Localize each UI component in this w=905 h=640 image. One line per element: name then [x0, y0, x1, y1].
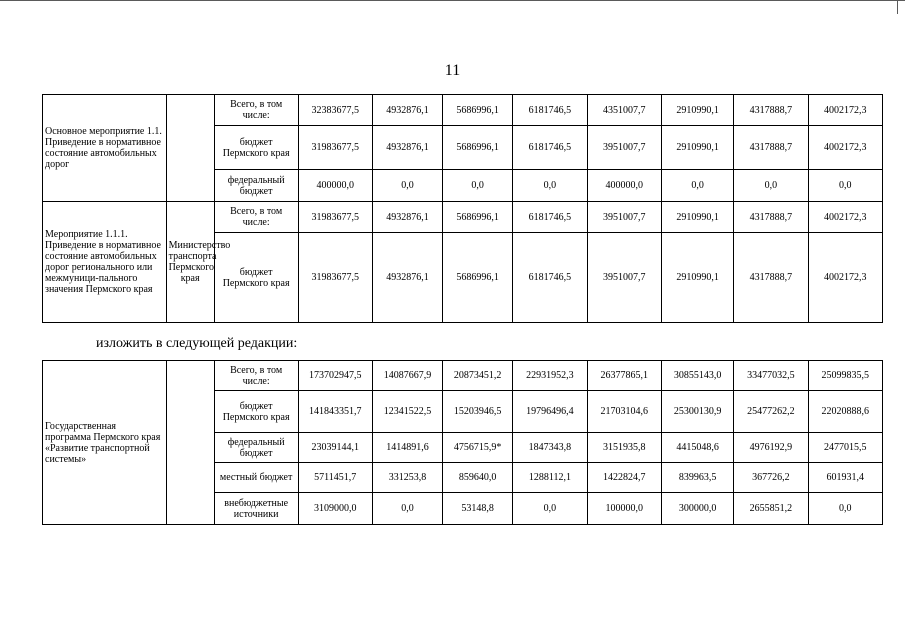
funding-amount: 3951007,7 — [587, 202, 661, 233]
funding-amount: 4002172,3 — [808, 95, 882, 126]
funding-amount: 25477262,2 — [734, 391, 808, 433]
funding-amount: 2910990,1 — [661, 202, 733, 233]
funding-amount: 4317888,7 — [734, 202, 808, 233]
funding-amount: 1847343,8 — [513, 433, 587, 463]
funding-amount: 22931952,3 — [513, 361, 587, 391]
funding-amount: 3151935,8 — [587, 433, 661, 463]
funding-table-current — [42, 94, 883, 323]
funding-amount: 33477032,5 — [734, 361, 808, 391]
funding-source: Всего, в том числе: — [214, 95, 298, 126]
funding-amount: 26377865,1 — [587, 361, 661, 391]
funding-amount: 400000,0 — [298, 170, 372, 202]
funding-amount: 14087667,9 — [372, 361, 442, 391]
funding-amount: 4351007,7 — [587, 95, 661, 126]
funding-source: Всего, в том числе: — [214, 202, 298, 233]
funding-amount: 4317888,7 — [734, 126, 808, 170]
funding-amount: 0,0 — [372, 493, 442, 525]
funding-table-new-edition — [42, 360, 883, 525]
funding-amount: 2910990,1 — [661, 233, 733, 323]
table-row — [43, 361, 883, 391]
funding-amount: 5686996,1 — [443, 202, 513, 233]
funding-source: бюджет Пермского края — [214, 391, 298, 433]
funding-amount: 5686996,1 — [443, 95, 513, 126]
funding-amount: 0,0 — [443, 170, 513, 202]
funding-amount: 5686996,1 — [443, 233, 513, 323]
funding-amount: 25099835,5 — [808, 361, 882, 391]
program-item-name: Мероприятие 1.1.1. Приведение в нормативное состояние автомобильных дорог регионального или межмуници-пального значения Пермского края — [43, 202, 167, 323]
funding-amount: 400000,0 — [587, 170, 661, 202]
funding-amount: 0,0 — [513, 493, 587, 525]
funding-amount: 53148,8 — [443, 493, 513, 525]
funding-amount: 0,0 — [808, 493, 882, 525]
funding-amount: 6181746,5 — [513, 95, 587, 126]
funding-amount: 31983677,5 — [298, 126, 372, 170]
funding-source: бюджет Пермского края — [214, 126, 298, 170]
funding-amount: 2910990,1 — [661, 126, 733, 170]
funding-amount: 839963,5 — [661, 463, 733, 493]
funding-amount: 4002172,3 — [808, 233, 882, 323]
funding-amount: 23039144,1 — [298, 433, 372, 463]
funding-amount: 100000,0 — [587, 493, 661, 525]
funding-source: местный бюджет — [214, 463, 298, 493]
funding-amount: 4317888,7 — [734, 233, 808, 323]
funding-amount: 5686996,1 — [443, 126, 513, 170]
funding-amount: 30855143,0 — [661, 361, 733, 391]
funding-amount: 15203946,5 — [443, 391, 513, 433]
funding-amount: 2655851,2 — [734, 493, 808, 525]
funding-amount: 0,0 — [661, 170, 733, 202]
funding-amount: 1288112,1 — [513, 463, 587, 493]
responsible-executor — [166, 361, 214, 525]
funding-amount: 20873451,2 — [443, 361, 513, 391]
responsible-executor — [166, 95, 214, 202]
funding-amount: 6181746,5 — [513, 233, 587, 323]
funding-source: бюджет Пермского края — [214, 233, 298, 323]
funding-amount: 859640,0 — [443, 463, 513, 493]
table-row — [43, 95, 883, 126]
funding-amount: 6181746,5 — [513, 126, 587, 170]
edit-instruction: изложить в следующей редакции: — [96, 336, 298, 351]
funding-amount: 22020888,6 — [808, 391, 882, 433]
funding-source: федеральный бюджет — [214, 170, 298, 202]
funding-amount: 4002172,3 — [808, 126, 882, 170]
funding-amount: 0,0 — [734, 170, 808, 202]
funding-amount: 141843351,7 — [298, 391, 372, 433]
funding-amount: 6181746,5 — [513, 202, 587, 233]
table-row — [43, 202, 883, 233]
funding-amount: 2910990,1 — [661, 95, 733, 126]
funding-amount: 4932876,1 — [372, 95, 442, 126]
funding-amount: 31983677,5 — [298, 233, 372, 323]
funding-amount: 4415048,6 — [661, 433, 733, 463]
funding-amount: 367726,2 — [734, 463, 808, 493]
funding-amount: 5711451,7 — [298, 463, 372, 493]
funding-amount: 4756715,9* — [443, 433, 513, 463]
funding-amount: 4317888,7 — [734, 95, 808, 126]
funding-amount: 0,0 — [808, 170, 882, 202]
funding-amount: 3951007,7 — [587, 126, 661, 170]
funding-amount: 601931,4 — [808, 463, 882, 493]
funding-amount: 1414891,6 — [372, 433, 442, 463]
funding-amount: 4976192,9 — [734, 433, 808, 463]
funding-amount: 331253,8 — [372, 463, 442, 493]
scan-top-edge — [0, 0, 905, 1]
responsible-executor: Министерство транспорта Пермского края — [166, 202, 214, 323]
funding-amount: 12341522,5 — [372, 391, 442, 433]
funding-amount: 4002172,3 — [808, 202, 882, 233]
funding-amount: 0,0 — [372, 170, 442, 202]
funding-source: Всего, в том числе: — [214, 361, 298, 391]
funding-amount: 4932876,1 — [372, 233, 442, 323]
funding-amount: 4932876,1 — [372, 202, 442, 233]
funding-amount: 0,0 — [513, 170, 587, 202]
program-item-name: Основное мероприятие 1.1. Приведение в нормативное состояние автомобильных дорог — [43, 95, 167, 202]
funding-amount: 21703104,6 — [587, 391, 661, 433]
funding-amount: 1422824,7 — [587, 463, 661, 493]
funding-amount: 32383677,5 — [298, 95, 372, 126]
funding-amount: 2477015,5 — [808, 433, 882, 463]
funding-amount: 25300130,9 — [661, 391, 733, 433]
funding-amount: 4932876,1 — [372, 126, 442, 170]
funding-amount: 3951007,7 — [587, 233, 661, 323]
funding-amount: 300000,0 — [661, 493, 733, 525]
funding-amount: 31983677,5 — [298, 202, 372, 233]
funding-amount: 3109000,0 — [298, 493, 372, 525]
page-number: 11 — [444, 62, 461, 79]
program-item-name: Государственная программа Пермского края «Развитие транспортной системы» — [43, 361, 167, 525]
funding-source: федеральный бюджет — [214, 433, 298, 463]
scan-corner-mark — [897, 0, 898, 14]
funding-amount: 19796496,4 — [513, 391, 587, 433]
funding-source: внебюджетные источники — [214, 493, 298, 525]
funding-amount: 173702947,5 — [298, 361, 372, 391]
